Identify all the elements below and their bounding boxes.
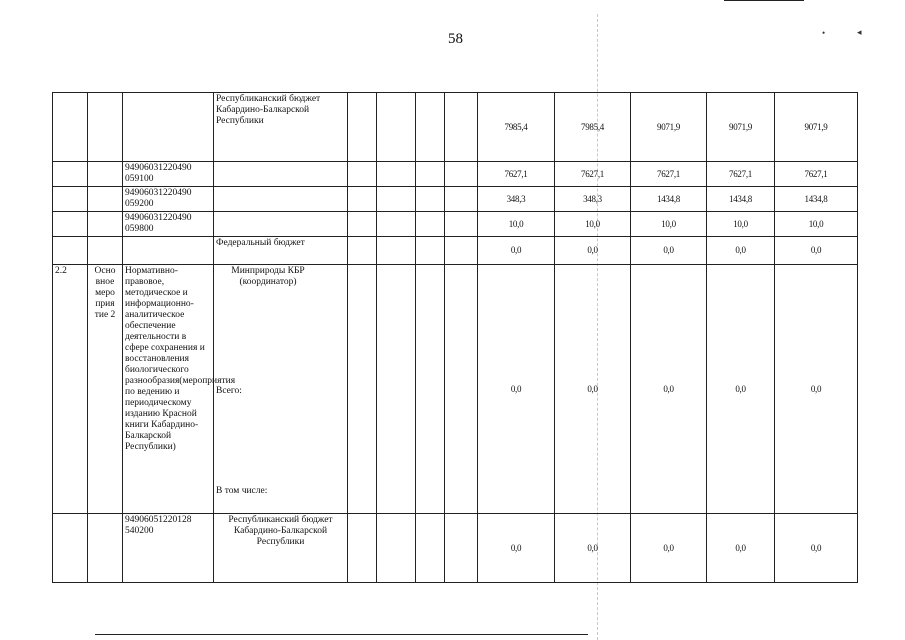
empty-cell [88,514,123,583]
empty-cell [416,265,445,514]
value-cell: 0,0 [478,237,555,265]
empty-cell [88,237,123,265]
value-cell: 0,0 [775,265,858,514]
empty-cell [445,93,478,162]
page-number: 58 [448,31,463,47]
empty-cell [416,187,445,212]
budget-code-cell [123,237,214,265]
funding-source-cell [214,187,348,212]
empty-cell [53,237,88,265]
value-cell: 10,0 [707,212,775,237]
scan-arrow-mark: ◂ [857,27,862,37]
empty-cell [377,237,416,265]
funding-source-cell: Федеральный бюджет [214,237,348,265]
total-label: Всего: [216,386,242,396]
value-cell: 10,0 [775,212,858,237]
value-cell: 0,0 [478,514,555,583]
empty-cell [445,212,478,237]
value-cell: 0,0 [555,237,631,265]
empty-cell [348,187,377,212]
empty-cell [53,514,88,583]
table-row [53,93,858,162]
value-cell: 9071,9 [631,93,707,162]
value-cell: 10,0 [478,212,555,237]
budget-code-cell: 94906051220128 540200 [123,514,214,583]
budget-code-cell: 94906031220490 059100 [123,162,214,187]
empty-cell [416,237,445,265]
value-cell: 0,0 [707,265,775,514]
empty-cell [53,162,88,187]
event-name-cell: Нормативно-правовое, методическое и информационно-аналитическое обеспечение деятельности в сфере сохранения и восстановления биологического разнообразия(мероприятия по ведению и периодическому изданию Красной книги Кабардино-Балкарской Республики) [123,265,214,514]
empty-cell [445,162,478,187]
empty-cell [416,212,445,237]
value-cell: 0,0 [631,514,707,583]
funding-source-cell [214,212,348,237]
empty-cell [377,212,416,237]
value-cell: 7627,1 [555,162,631,187]
value-cell: 0,0 [775,237,858,265]
funding-source-cell: Республиканский бюджет Кабардино-Балкарской Республики [214,514,348,583]
funding-source-cell [214,162,348,187]
value-cell: 0,0 [555,265,631,514]
row-number-cell: 2.2 [53,265,88,514]
value-cell: 10,0 [631,212,707,237]
row-number-cell [53,93,88,162]
budget-code-cell: 94906031220490 059200 [123,187,214,212]
value-cell: 0,0 [707,514,775,583]
budget-code-cell: 94906031220490 059800 [123,212,214,237]
value-cell: 9071,9 [775,93,858,162]
empty-cell [348,162,377,187]
value-cell: 0,0 [775,514,858,583]
empty-cell [445,187,478,212]
value-cell: 9071,9 [707,93,775,162]
table-row [53,265,858,514]
empty-cell [53,212,88,237]
empty-cell [348,237,377,265]
empty-cell [348,265,377,514]
empty-cell [377,265,416,514]
empty-cell [377,93,416,162]
scan-mark: • [822,28,826,38]
value-cell: 7627,1 [478,162,555,187]
value-cell: 7627,1 [707,162,775,187]
event-type-cell [88,93,123,162]
value-cell: 1434,8 [707,187,775,212]
value-cell: 7985,4 [478,93,555,162]
value-cell: 1434,8 [775,187,858,212]
empty-cell [53,187,88,212]
table-row [53,162,858,187]
value-cell: 10,0 [555,212,631,237]
including-label: В том числе: [216,486,268,496]
table-row [53,514,858,583]
empty-cell [445,514,478,583]
empty-cell [416,93,445,162]
empty-cell [445,265,478,514]
value-cell: 1434,8 [631,187,707,212]
empty-cell [416,514,445,583]
value-cell: 0,0 [555,514,631,583]
value-cell: 0,0 [631,237,707,265]
event-type-cell: Осно вное меро прия тие 2 [88,265,123,514]
budget-table [52,92,858,583]
empty-cell [348,212,377,237]
bottom-rule [95,634,588,635]
empty-cell [416,162,445,187]
table-row [53,237,858,265]
value-cell: 0,0 [631,265,707,514]
value-cell: 7985,4 [555,93,631,162]
value-cell: 7627,1 [775,162,858,187]
empty-cell [377,162,416,187]
table-row [53,212,858,237]
empty-cell [445,237,478,265]
empty-cell [88,162,123,187]
table-row [53,187,858,212]
empty-cell [348,514,377,583]
empty-cell [377,514,416,583]
value-cell: 0,0 [707,237,775,265]
value-cell: 348,3 [555,187,631,212]
event-name-cell [123,93,214,162]
value-cell: 348,3 [478,187,555,212]
responsible-cell [214,265,348,514]
empty-cell [88,212,123,237]
top-rule [724,0,804,1]
value-cell: 0,0 [478,265,555,514]
empty-cell [88,187,123,212]
empty-cell [377,187,416,212]
responsible-executor: Минприроды КБР (координатор) [231,266,305,287]
value-cell: 7627,1 [631,162,707,187]
funding-source-cell: Республиканский бюджет Кабардино-Балкарской Республики [214,93,348,162]
empty-cell [348,93,377,162]
